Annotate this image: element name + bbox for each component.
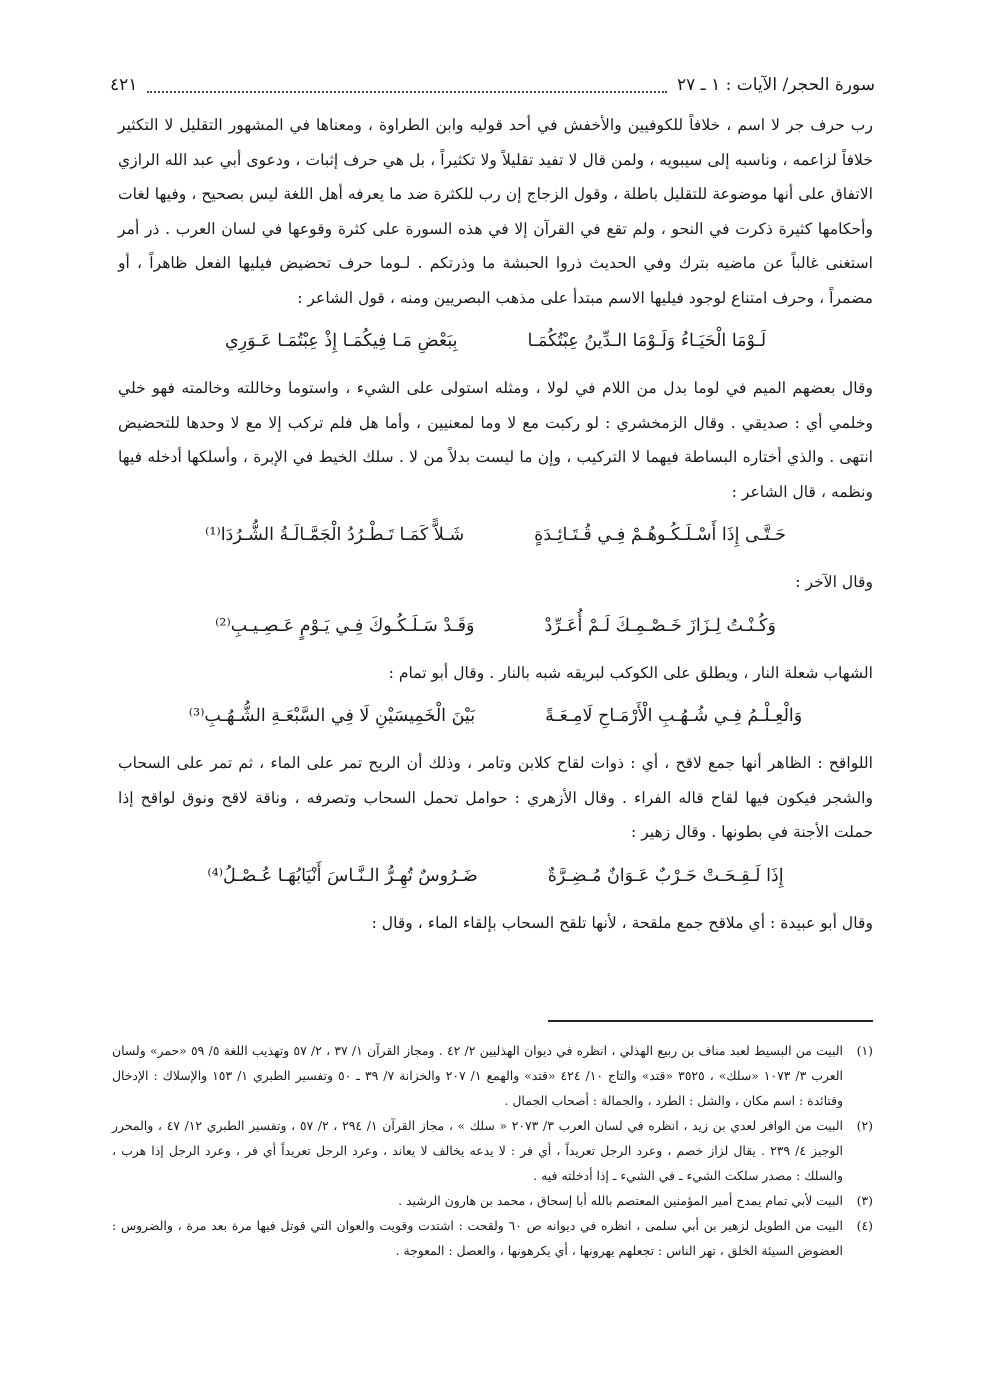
verse-5-second-hemistich: ضَـرُوسٌ تُهِـرُّ الـنَّـاسَ أَنْيَابُهَـا عُـصْـلُ⁽⁴⁾ xyxy=(207,865,478,886)
verse-3-first-hemistich: وَكُـنْـتُ لِـزَازَ خَـصْـمِـكَ لَـمْ أُعَـرِّدْ xyxy=(544,615,776,636)
paragraph-4: الشهاب شعلة النار ، ويطلق على الكوكب لبريقه شبه بالنار . وقال أبو تمام : xyxy=(388,663,873,682)
verse-1-second-hemistich: بِبَعْضِ مَـا فِيكُمَـا إِذْ عِبْتُمَـا عَـوَرِي xyxy=(224,331,458,351)
verse-2 xyxy=(118,513,873,557)
footnotes xyxy=(112,1038,873,1263)
header-dotted-leader xyxy=(147,77,667,93)
running-header xyxy=(110,70,875,100)
footnote-separator xyxy=(548,1020,873,1022)
verse-5 xyxy=(118,854,873,898)
footnote-3-number: (٣) xyxy=(856,1193,873,1208)
footnote-4-text: البيت من الطويل لزهير بن أبي سلمى ، انظره في ديوانه ص ٦٠ ولقحت : اشتدت وقويت والعوان التي قوتل فيها مرة بعد مرة ، والضروس : العضوض السيئة الخلق ، تهر الناس : تجعلهم يهرونها ، أي يكرهونها ، والعصل : المعوجة . xyxy=(112,1218,843,1258)
footnote-3-text: البيت لأبي تمام يمدح أمير المؤمنين المعتصم بالله أبا إسحاق ، محمد بن هارون الرشيد . xyxy=(398,1193,843,1208)
footnote-2 xyxy=(112,1113,873,1188)
footnote-2-number: (٢) xyxy=(856,1118,873,1133)
verse-2-first-hemistich: حَـتَّـى إِذَا أَسْـلَـكُـوهُـمْ فِـي قُـتَـائِـدَةٍ xyxy=(534,525,786,545)
verse-4-second-hemistich: بَيْنَ الْخَمِيسَيْنِ لَا فِي السَّبْعَـةِ الشُّـهُـبِ⁽³⁾ xyxy=(188,706,476,726)
main-text xyxy=(118,108,873,940)
footnote-4 xyxy=(112,1213,873,1263)
page-number: ٤٢١ xyxy=(110,75,138,95)
footnote-4-number: (٤) xyxy=(856,1218,873,1233)
verse-4-first-hemistich: وَالْعِـلْـمُ فِـي شُـهُـبِ الْأَرْمَـاحِ لَامِـعَـةً xyxy=(545,706,803,726)
footnote-1 xyxy=(112,1038,873,1113)
footnote-2-text: البيت من الوافر لعدي بن زيد ، انظره في لسان العرب ٣/ ٢٠٧٣ « سلك » ، مجاز القرآن ١/ ٢٩٤ ، ٢/ ٥٧ ، وتفسير الطبري ١٢/ ٤٧ ، والمحرر الوجيز ٤/ ٢٣٩ . يقال لزاز خصم ، وعرد الرجل تعريداً ، أي فر : لا يدعه يخالف لا يعاند ، وعرد الرجل تعريداً أي فر ، وعرد الرجل إذا هرب ، والسلك : مصدر سلكت الشيء ـ في الشيء ـ إذا أدخلته فيه . xyxy=(112,1118,844,1183)
paragraph-6: وقال أبو عبيدة : أي ملاقح جمع ملقحة ، لأنها تلقح السحاب بإلقاء الماء ، وقال : xyxy=(371,913,873,932)
paragraph-2: وقال بعضهم الميم في لوما بدل من اللام في لولا ، ومثله استولى على الشيء ، واستوما وخاللته وخالمته فهو خلي وخلمي أي : صديقي . وقال الزمخشري : لو ركبت مع لا وما لمعنيين ، وأما هل فلم تركب إلا مع لا وحدها للتحضيض انتهى . والذي أختاره البساطة فيهما لا التركيب ، وإن ما ليست بدلاً من لا . سلك الخيط في الإبرة ، وأسلكها أدخله فيها ونظمه ، قال الشاعر : xyxy=(118,379,873,501)
footnote-1-text: البيت من البسيط لعبد مناف بن ربيع الهذلي ، انظره في ديوان الهذليين ٢/ ٤٢ . ومجاز القرآن ١/ ٣٧ ، ٢/ ٥٧ وتهذيب اللغة ٥/ ٥٩ «حمر» ولسان العرب ٣/ ١٠٧٣ «سلك» ، ٣٥٢٥ «قتد» والتاج ١٠/ ٤٢٤ «قتد» والهمع ١/ ٢٠٧ والخزانة ٧/ ٣٩ ـ ٥٠ وتفسير الطبري ١/ ١٥٣ والإسلاك : الإدخال وقتائدة : اسم مكان ، والشل : الطرد ، والجمالة : أصحاب الجمال . xyxy=(112,1043,843,1108)
verse-1 xyxy=(118,319,873,363)
verse-2-second-hemistich: شَـلاًّ كَمَـا تَـطْـرُدُ الْجَمَّـالَـةُ الشُّـرُدَا⁽¹⁾ xyxy=(205,525,465,545)
verse-4 xyxy=(118,694,873,738)
header-title: سورة الحجر/ الآيات : ١ ـ ٢٧ xyxy=(677,75,875,95)
verse-3-second-hemistich: وَقَـدْ سَـلَـكُـوكَ فِـي يَـوْمٍ عَـصِـيـبِ⁽²⁾ xyxy=(215,615,475,636)
paragraph-3: وقال الآخر : xyxy=(795,573,873,591)
footnote-1-number: (١) xyxy=(856,1043,873,1058)
paragraph-5: اللواقح : الظاهر أنها جمع لاقح ، أي : ذوات لقاح كلابن وتامر ، وذلك أن الريح تمر على الماء ، ثم تمر على السحاب والشجر فيكون فيها لقاح قاله الفراء . وقال الأزهري : حوامل تحمل السحاب وتصرفه ، وناقة لاقح ونوق لواقح إذا حملت الأجنة في بطونها . وقال زهير : xyxy=(118,754,873,841)
verse-3 xyxy=(118,604,873,648)
footnote-3 xyxy=(112,1188,873,1213)
paragraph-1: رب حرف جر لا اسم ، خلافاً للكوفيين والأخفش في أحد قوليه وابن الطراوة ، ومعناها في المشهور التقليل لا التكثير خلافاً لزاعمه ، وناسبه إلى سيبويه ، ولمن قال لا تفيد تقليلاً ولا تكثيراً ، بل هي حرف إثبات ، ودعوى أبي عبد الله الرازي الاتفاق على أنها موضوعة للتقليل باطلة ، وقول الزجاج إن رب للكثرة ضد ما يعرفه أهل اللغة ليس بصحيح ، وفيها لغات وأحكامها كثيرة ذكرت في النحو ، ولم تقع في القرآن إلا في هذه السورة على كثرة وقوعها في لسان العرب . ذر أمر استغنى غالباً عن ماضيه بترك وفي الحديث ذروا الحبشة ما وذرتكم . لـوما حرف تحضيض فيليها الفعل ظاهراً ، أو مضمراً ، وحرف امتناع لوجود فيليها الاسم مبتدأ على مذهب البصريين ومنه ، قول الشاعر : xyxy=(118,116,873,307)
verse-5-first-hemistich: إِذَا لَـقِـحَـتْ حَـرْبٌ عَـوَانٌ مُـضِـرَّةٌ xyxy=(547,865,784,886)
verse-1-first-hemistich: لَـوْمَا الْحَيَـاءُ وَلَـوْمَا الـدِّينُ عِبْتُكُمَـا xyxy=(527,331,767,351)
